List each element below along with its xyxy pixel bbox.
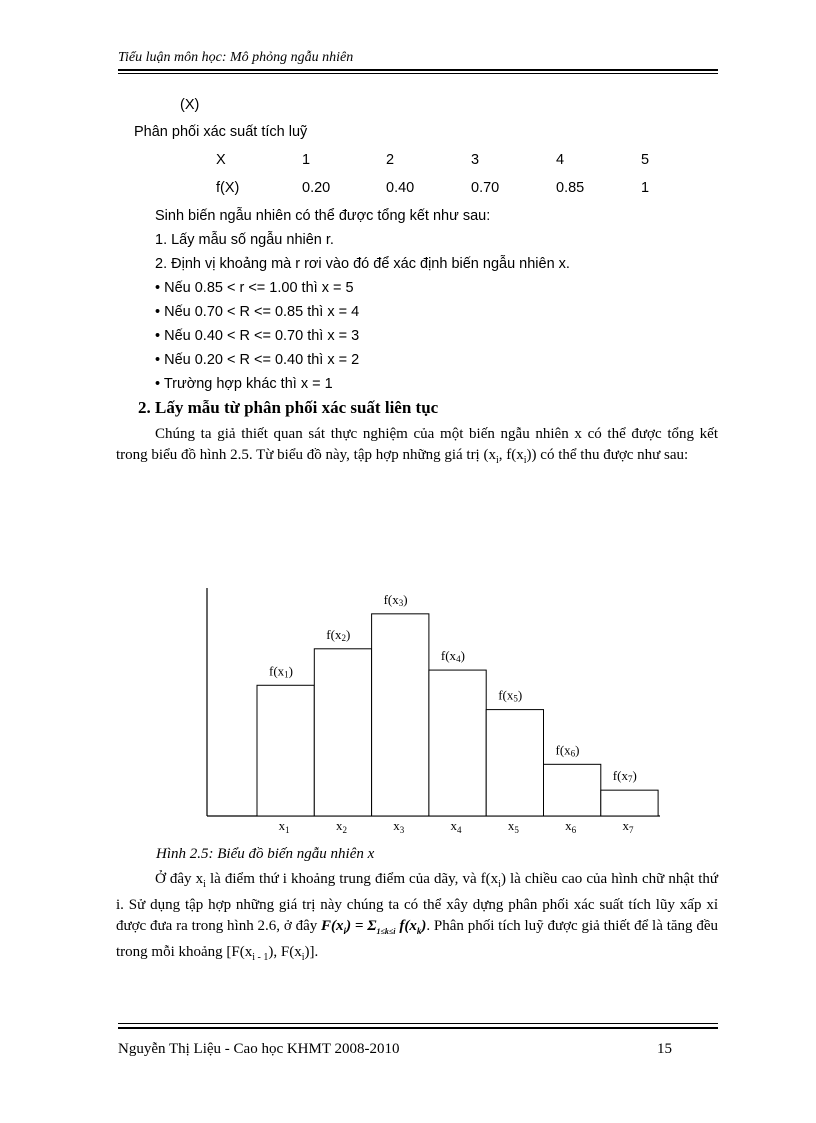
table-cell: 0.40: [386, 180, 415, 196]
rule-bullet: • Nếu 0.70 < R <= 0.85 thì x = 4: [155, 304, 360, 320]
figure-caption: Hình 2.5: Biểu đồ biến ngẫu nhiên x: [156, 846, 375, 862]
steps-intro: Sinh biến ngẫu nhiên có thể được tổng kết như sau:: [155, 208, 491, 224]
table-cell: 5: [641, 152, 650, 168]
x-tick-label: $x_3$: [393, 818, 405, 835]
table-cell: X: [216, 152, 226, 168]
x-tick-label: $x_5$: [507, 818, 519, 835]
bar-label: f(x1): [269, 663, 294, 680]
rule-bullet: • Trường hợp khác thì x = 1: [155, 376, 333, 392]
histogram-bar: [372, 614, 429, 816]
step-2: 2. Định vị khoảng mà r rơi vào đó để xác định biến ngẫu nhiên x.: [155, 256, 570, 272]
bar-label: f(x3): [383, 591, 408, 608]
histogram-bar: [429, 670, 486, 816]
paragraph-explanation: Ở đây $x_i$ là điểm thứ i khoảng trung điểm của dãy, và $f(x_i)$ là chiều cao của hình chữ nhật thứ i. Sử dụng tập hợp những giá trị này chúng ta có thể xây dựng phân phối xác suất tích lũy xấp xỉ được đưa ra trong hình 2.6, ở đây $F(x_i) = \Sigma_{1\le k\le i}$ $f(x_k)$. Phân phối tích luỹ được giả thiết để là tăng đều trong mỗi khoảng [$F(x_{i - 1})$, $F(x_i)$].: [116, 871, 719, 963]
table-cell: f(X): [216, 180, 240, 196]
footer-rule-thin: [118, 1023, 718, 1024]
table-cell: 0.85: [556, 180, 585, 196]
table-cell: 1: [302, 152, 311, 168]
footer-author: Nguyễn Thị Liệu - Cao học KHMT 2008-2010: [118, 1041, 400, 1057]
header-rule-thick: [118, 69, 718, 71]
bar-label: f(x7): [612, 768, 637, 785]
rule-bullet: • Nếu 0.20 < R <= 0.40 thì x = 2: [155, 352, 360, 368]
x-tick-label: $x_2$: [335, 818, 347, 835]
histogram-bar: [257, 685, 314, 816]
section-heading: 2. Lấy mẫu từ phân phối xác suất liên tục: [138, 398, 439, 417]
x-tick-label: $x_1$: [278, 818, 290, 835]
header-rule-thin: [118, 73, 718, 74]
running-header: Tiểu luận môn học: Mô phỏng ngẫu nhiên: [118, 50, 354, 65]
bar-label: f(x6): [555, 742, 580, 759]
histogram-chart: [190, 570, 680, 840]
page-number: 15: [657, 1041, 672, 1057]
histogram-bar: [486, 710, 543, 816]
rule-bullet: • Nếu 0.85 < r <= 1.00 thì x = 5: [155, 280, 354, 296]
histogram-bar: [314, 649, 371, 816]
paragraph-intro: Chúng ta giả thiết quan sát thực nghiệm của một biến ngẫu nhiên x có thể được tổng kết trong biểu đồ hình 2.5. Từ biểu đồ này, tập hợp những giá trị ($x_i$, $f(x_i)$) có thể thu được như sau:: [116, 426, 718, 466]
cumulative-title: Phân phối xác suất tích luỹ: [134, 124, 308, 140]
histogram-bar: [601, 790, 658, 816]
table-cell: 4: [556, 152, 565, 168]
x-tick-label: $x_7$: [622, 818, 634, 835]
table-cell: 0.20: [302, 180, 331, 196]
bar-label: f(x5): [498, 687, 523, 704]
table-cell: 1: [641, 180, 650, 196]
table-cell: 2: [386, 152, 395, 168]
footer-rule-thick: [118, 1027, 718, 1029]
table-cell: 0.70: [471, 180, 500, 196]
x-tick-label: $x_6$: [565, 818, 577, 835]
rule-bullet: • Nếu 0.40 < R <= 0.70 thì x = 3: [155, 328, 360, 344]
top-fragment: (X): [180, 97, 200, 113]
step-1: 1. Lấy mẫu số ngẫu nhiên r.: [155, 232, 334, 248]
x-tick-label: $x_4$: [450, 818, 462, 835]
table-cell: 3: [471, 152, 480, 168]
histogram-bar: [544, 764, 601, 816]
bar-label: f(x4): [440, 648, 465, 665]
bar-label: f(x2): [326, 626, 351, 643]
